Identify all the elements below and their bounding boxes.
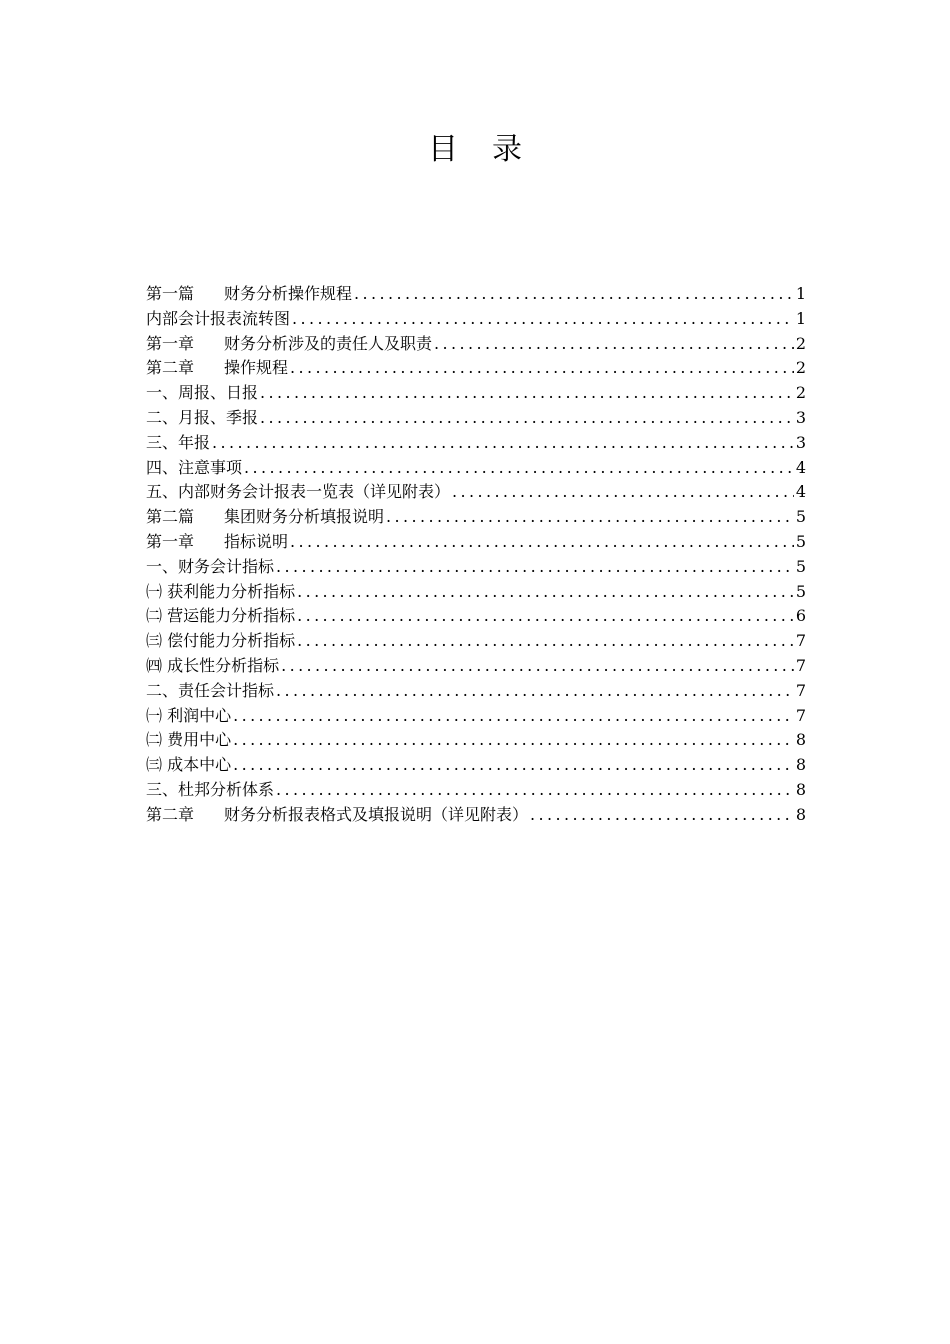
toc-dot-leader [290, 530, 794, 555]
toc-dot-leader [292, 307, 794, 332]
toc-entry[interactable] [146, 580, 806, 605]
toc-entry-text: 财务分析涉及的责任人及职责 [224, 333, 433, 353]
toc-entry[interactable] [146, 356, 806, 381]
toc-entry-label [146, 803, 528, 828]
toc-dot-leader [233, 753, 794, 778]
toc-dot-leader [297, 604, 794, 629]
toc-dot-leader [233, 728, 794, 753]
toc-entry-text: ㈠ 利润中心 [146, 705, 232, 725]
toc-entry-label [146, 604, 295, 629]
toc-entry[interactable] [146, 307, 806, 332]
toc-entry-label [146, 580, 295, 605]
toc-entry[interactable] [146, 332, 806, 357]
toc-page-number: 7 [795, 655, 806, 675]
toc-entry-label [146, 406, 258, 431]
toc-entry[interactable] [146, 753, 806, 778]
toc-page-number: 4 [795, 457, 806, 477]
toc-entry[interactable] [146, 778, 806, 803]
toc-dot-leader [233, 704, 794, 729]
toc-entry-label [146, 629, 295, 654]
toc-dot-leader [434, 332, 794, 357]
toc-entry-label [146, 356, 288, 381]
toc-list [146, 282, 806, 828]
toc-entry-prefix: 第二篇 [146, 507, 195, 527]
toc-entry-text: ㈡ 费用中心 [146, 730, 232, 750]
toc-page-number: 6 [795, 606, 806, 626]
toc-entry-label [146, 282, 352, 307]
toc-page-number: 7 [795, 705, 806, 725]
toc-page-number: 8 [795, 804, 806, 824]
toc-page-number: 2 [795, 358, 806, 378]
toc-page-number: 2 [795, 383, 806, 403]
toc-entry[interactable] [146, 679, 806, 704]
toc-dot-leader [354, 282, 794, 307]
toc-dot-leader [260, 381, 794, 406]
toc-page-number: 1 [795, 308, 806, 328]
toc-entry-text: 二、月报、季报 [146, 407, 259, 427]
toc-entry-prefix: 第二章 [146, 358, 195, 378]
toc-entry-text: ㈡ 营运能力分析指标 [146, 606, 296, 626]
toc-page-number: 3 [795, 407, 806, 427]
toc-entry-text: ㈣ 成长性分析指标 [146, 655, 280, 675]
toc-page-number: 7 [795, 631, 806, 651]
toc-entry-label [146, 456, 242, 481]
toc-entry[interactable] [146, 604, 806, 629]
toc-dot-leader [244, 456, 794, 481]
toc-dot-leader [290, 356, 794, 381]
toc-page-number: 5 [795, 581, 806, 601]
toc-entry-prefix: 第一篇 [146, 284, 195, 303]
toc-entry-text: ㈢ 偿付能力分析指标 [146, 631, 296, 651]
toc-entry-label [146, 654, 279, 679]
toc-entry-label [146, 530, 288, 555]
toc-entry-text: 一、财务会计指标 [146, 556, 275, 576]
toc-entry-label [146, 753, 231, 778]
toc-entry[interactable] [146, 456, 806, 481]
toc-entry-label [146, 332, 432, 357]
toc-entry[interactable] [146, 704, 806, 729]
toc-entry-text: 三、年报 [146, 432, 211, 452]
toc-entry-prefix: 第一章 [146, 531, 195, 551]
toc-dot-leader [212, 431, 794, 456]
toc-entry-text: 内部会计报表流转图 [146, 308, 291, 328]
toc-entry-label [146, 381, 258, 406]
toc-title: 目录 [428, 132, 556, 167]
toc-page-number: 5 [795, 556, 806, 576]
toc-entry-label [146, 431, 210, 456]
toc-entry[interactable] [146, 555, 806, 580]
toc-entry[interactable] [146, 629, 806, 654]
toc-entry-label [146, 555, 274, 580]
toc-entry[interactable] [146, 803, 806, 828]
toc-entry-prefix: 第二章 [146, 804, 195, 824]
toc-entry-label [146, 505, 384, 530]
toc-page-number: 1 [795, 284, 806, 303]
toc-page-number: 2 [795, 333, 806, 353]
toc-entry-text: 集团财务分析填报说明 [224, 507, 385, 527]
toc-entry-label [146, 778, 274, 803]
toc-entry-text: ㈠ 获利能力分析指标 [146, 581, 296, 601]
toc-entry-text: 二、责任会计指标 [146, 680, 275, 700]
toc-entry-label [146, 480, 450, 505]
toc-dot-leader [276, 778, 794, 803]
toc-page-number: 4 [795, 482, 806, 502]
toc-page-number: 8 [795, 779, 806, 799]
toc-entry-text: 三、杜邦分析体系 [146, 779, 275, 799]
toc-dot-leader [452, 480, 794, 505]
toc-entry[interactable] [146, 505, 806, 530]
toc-entry-label [146, 728, 231, 753]
toc-entry-prefix: 第一章 [146, 333, 195, 353]
toc-entry-text: ㈢ 成本中心 [146, 755, 232, 775]
toc-page-number: 3 [795, 432, 806, 452]
toc-page-number: 8 [795, 755, 806, 775]
toc-dot-leader [297, 580, 794, 605]
toc-entry[interactable] [146, 381, 806, 406]
toc-entry[interactable] [146, 654, 806, 679]
toc-dot-leader [276, 555, 794, 580]
toc-dot-leader [530, 803, 794, 828]
toc-entry-text: 一、周报、日报 [146, 383, 259, 403]
toc-entry-label [146, 679, 274, 704]
toc-dot-leader [386, 505, 794, 530]
toc-entry[interactable] [146, 728, 806, 753]
toc-page-number: 8 [795, 730, 806, 750]
toc-entry-text: 操作规程 [224, 358, 289, 378]
toc-page-number: 5 [795, 531, 806, 551]
toc-entry[interactable] [146, 431, 806, 456]
toc-dot-leader [281, 654, 794, 679]
toc-entry[interactable] [146, 406, 806, 431]
toc-page-number: 7 [795, 680, 806, 700]
toc-entry-text: 财务分析操作规程 [224, 284, 353, 303]
toc-entry-text: 四、注意事项 [146, 457, 243, 477]
toc-entry-text: 指标说明 [224, 531, 289, 551]
toc-page-number: 5 [795, 507, 806, 527]
toc-entry-label [146, 307, 290, 332]
toc-entry-text: 财务分析报表格式及填报说明（详见附表） [224, 804, 529, 824]
toc-entry-label [146, 704, 231, 729]
toc-entry-text: 五、内部财务会计报表一览表（详见附表） [146, 482, 451, 502]
toc-entry[interactable] [146, 282, 806, 307]
toc-entry[interactable] [146, 530, 806, 555]
toc-entry[interactable] [146, 480, 806, 505]
toc-dot-leader [276, 679, 794, 704]
toc-dot-leader [297, 629, 794, 654]
toc-dot-leader [260, 406, 794, 431]
